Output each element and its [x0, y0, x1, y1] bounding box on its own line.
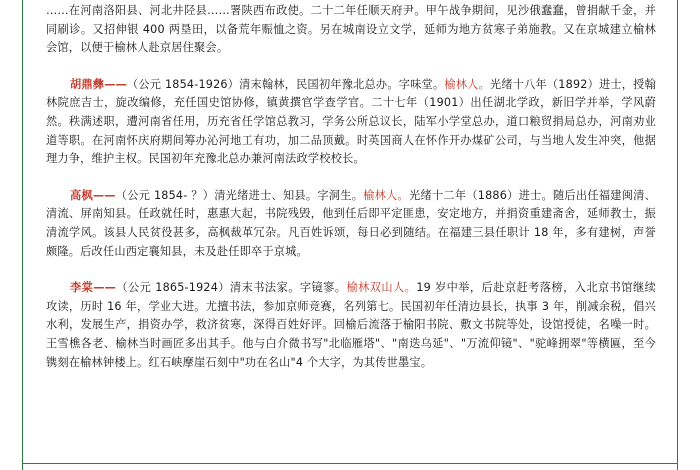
document-content [46, 0, 656, 372]
entry-intro: 清末书法家。字镜寥。 [229, 281, 347, 295]
entry-name: 胡鼎彝—— [70, 77, 127, 91]
entry-dates: （公元 1854-1926） [126, 77, 240, 91]
spacer [46, 68, 656, 76]
entry-dates: （公元 1854- ？） [115, 188, 215, 202]
biography-entry-hu-dingyi [46, 76, 656, 169]
entry-body: 光绪十八年（1892）进士，授翰林院庶吉士，旋改编修，充任国史馆协修，镇黄撰官学查学官。二十七年（1901）出任湖北学政，新旧学并举，学风蔚然。秩满述职，遭河南省任用，历充省任学馆总教习，学务公所总议长，陆军小学堂总办，道口粮贸捐局总办，河南劝业道等职。在河南怀庆府期间筹办沁河地工有功，加二品顶戴。时英国商人在怀作开办煤矿公司，与当地人发生冲突，他据理力争，维护主权。民国初年充豫北总办兼河南法政学校校长。 [46, 77, 656, 166]
page-border-left [22, 0, 23, 470]
biography-entry-gao-feng [46, 187, 656, 261]
entry-name: 高枫—— [70, 188, 116, 202]
biography-entry-li-tang [46, 279, 656, 372]
entry-body: 19 岁中举，后赴京赶考落榜，入北京书馆继续攻读，历时 16 年，学业大进。尤擅书法，参加京师竞赛，名列第七。民国初年任清边县长，执事 3 年，削减余税，倡兴水利，发展生产，捐资办学，救济贫寒，深得百姓好评。回榆后流落于榆阳书院、敷文书院等处，设馆授徒，名噪一时。王雪樵各老、榆林当时画匠多出其手。他与白介微书写"北临雁塔"、"南迭乌延"、"万流仰镜"、"驼峰拥翠"等横匾，至今镌刻在榆林钟楼上。红石峡摩崖石刻中"功在名山"4 个大字，为其传世墨宝。 [46, 281, 656, 369]
spacer [46, 179, 656, 187]
page-border-bottom [22, 463, 678, 464]
entry-intro: 清光绪进士、知县。字洞生。 [214, 188, 364, 202]
entry-origin: 榆林人。 [363, 188, 410, 202]
entry-intro: 清末翰林，民国初年豫北总办。字味堂。 [239, 77, 445, 91]
page-border-right [677, 0, 678, 470]
entry-origin: 榆林人。 [444, 77, 490, 91]
entry-name: 李棠—— [70, 281, 117, 295]
entry-dates: （公元 1865-1924） [116, 281, 230, 295]
entry-body: 光绪十二年（1886）进士。随后出任福建闽清、清流、屏南知县。任政就任时，惠惠大起，书院残毁，他到任后即平定匪患，安定地方，并捐资重建斋舍，延师教士，振清流学风。该县人民贫役甚多，高枫裁革冗杂。凡百姓诉颂，每日必到随结。在福建三县任职计 18 年，多有建树，声誉颇隆。后改任山西定襄知县，未及赴任即卒于京城。 [46, 188, 656, 258]
paragraph-continuation: ……在河南洛阳县、河北井陉县……署陕西布政使。二十二年任顺天府尹。甲午战争期间，见沙俄蠢蠢，曾捐献千金，并同刷诊。又招伸银 400 两垦田，以备荒年赈恤之资。另在城南设立文学，延师为地方贫寒子弟施教。又在京城建立榆林会馆，以便于榆林人赴京居住聚会。 [46, 4, 656, 55]
spacer [46, 271, 656, 279]
entry-origin: 榆林双山人。 [346, 281, 417, 295]
